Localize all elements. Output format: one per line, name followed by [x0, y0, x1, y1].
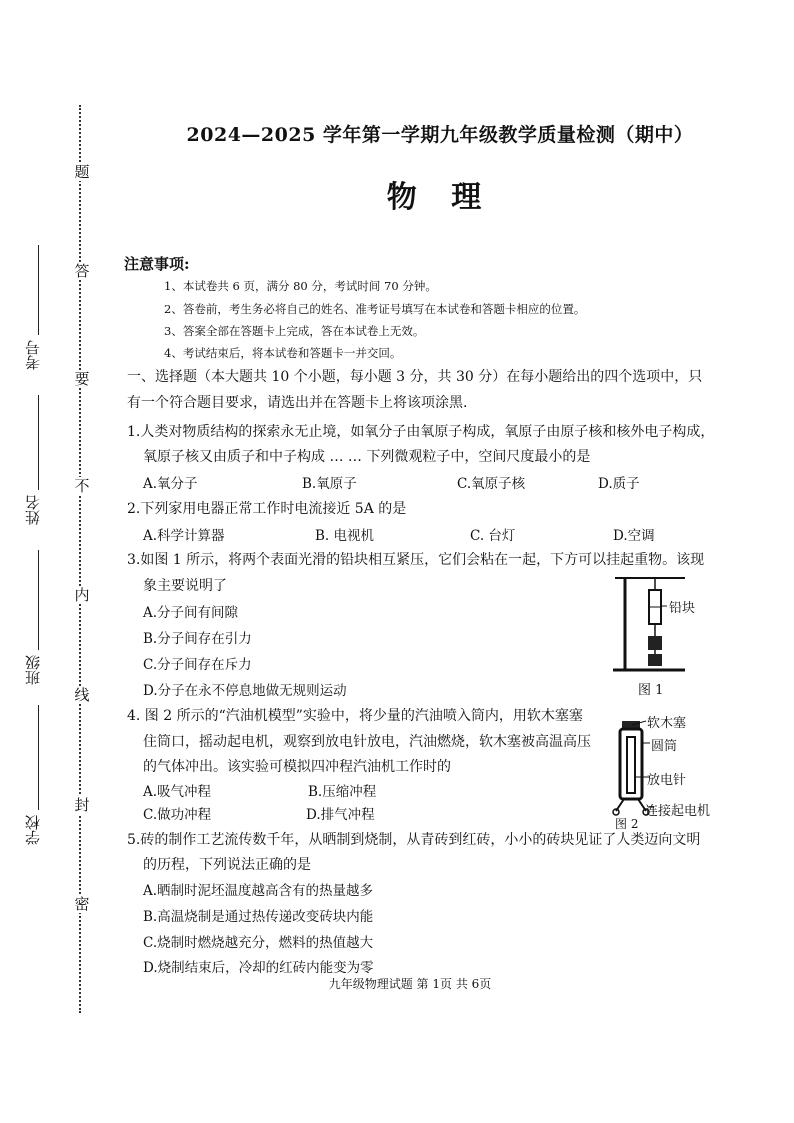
question-5-text: 的历程，下列说法正确的是 [143, 857, 311, 873]
question-3-text: 象主要说明了 [143, 578, 227, 594]
q4-option-d[interactable]: D.排气冲程 [306, 807, 375, 823]
seal-char: 封 [72, 796, 92, 814]
figure-1-label-lead-block: 铅块 [669, 601, 696, 616]
q5-option-c[interactable]: C.烧制时燃烧越充分，燃料的热值越大 [143, 935, 374, 951]
q4-option-b[interactable]: B.压缩冲程 [308, 784, 377, 800]
q3-option-c[interactable]: C.分子间存在斥力 [143, 657, 252, 673]
school-line[interactable] [38, 705, 39, 810]
notice-item: 3、答案全部在答题卡上完成，答在本试卷上无效。 [164, 324, 425, 338]
q1-option-d[interactable]: D.质子 [598, 476, 640, 492]
figure-2-label-discharge-needle: 放电针 [647, 773, 687, 788]
seal-char: 答 [72, 262, 92, 280]
q2-option-b[interactable]: B. 电视机 [315, 528, 375, 544]
seal-char: 不 [72, 477, 92, 495]
question-2-text: 2.下列家用电器正常工作时电流接近 5A 的是 [127, 501, 407, 517]
subject-title: 物 理 [386, 180, 494, 215]
q5-option-a[interactable]: A.晒制时泥坯温度越高含有的热量越多 [143, 883, 374, 899]
figure-2-label-generator: 连接起电机 [645, 804, 711, 819]
figure-1-lead-blocks [605, 570, 695, 680]
section-instructions: 有一个符合题目要求，请选出并在答题卡上将该项涂黑. [127, 395, 468, 411]
q3-option-b[interactable]: B.分子间存在引力 [143, 631, 252, 647]
question-3-text: 3.如图 1 所示，将两个表面光滑的铅块相互紧压，它们会粘在一起，下方可以挂起重物。该现 [127, 552, 705, 568]
q2-option-d[interactable]: D.空调 [613, 528, 655, 544]
question-5-text: 5.砖的制作工艺流传数千年，从晒制到烧制，从青砖到红砖，小小的砖块见证了人类迈向文明 [127, 832, 701, 848]
seal-char: 密 [72, 895, 92, 913]
notice-item: 1、本试卷共 6 页，满分 80 分，考试时间 70 分钟。 [164, 279, 437, 293]
question-4-text: 4. 图 2 所示的“汽油机模型”实验中，将少量的汽油喷入筒内，用软木塞塞 [127, 708, 583, 724]
notice-item: 4、考试结束后，将本试卷和答题卡一并交回。 [164, 346, 402, 360]
question-4-text: 住筒口，摇动起电机，观察到放电针放电，汽油燃烧，软木塞被高温高压 [143, 734, 591, 750]
section-instructions: 一、选择题（本大题共 10 个小题，每小题 3 分，共 30 分）在每小题给出的四个选项中，只 [127, 369, 703, 385]
notice-item: 2、答卷前，考生务必将自己的姓名、准考证号填写在本试卷和答题卡相应的位置。 [164, 302, 586, 316]
q4-option-c[interactable]: C.做功冲程 [143, 807, 212, 823]
notice-heading: 注意事项: [124, 255, 190, 273]
q4-option-a[interactable]: A.吸气冲程 [143, 784, 212, 800]
school-label: 学校 [24, 815, 42, 845]
seal-dotted-line [79, 105, 81, 1013]
name-label: 姓名 [24, 495, 42, 525]
figure-2-label-cork: 软木塞 [647, 716, 687, 731]
q3-option-d[interactable]: D.分子在永不停息地做无规则运动 [143, 683, 347, 699]
exam-number-line[interactable] [38, 245, 39, 335]
seal-char: 要 [72, 370, 92, 388]
seal-char: 线 [72, 686, 92, 704]
q3-option-a[interactable]: A.分子间有间隙 [143, 605, 239, 621]
q1-option-a[interactable]: A.氧分子 [143, 476, 198, 492]
q5-option-b[interactable]: B.高温烧制是通过热传递改变砖块内能 [143, 909, 374, 925]
figure-1-caption: 图 1 [638, 683, 664, 698]
q1-option-c[interactable]: C.氧原子核 [457, 476, 526, 492]
exam-title: 2024—2025 学年第一学期九年级教学质量检测（期中） [186, 124, 694, 146]
seal-char: 题 [72, 163, 92, 181]
q2-option-a[interactable]: A.科学计算器 [143, 528, 225, 544]
page-footer: 九年级物理试题 第 1页 共 6页 [328, 977, 492, 991]
question-1-text: 氧原子核又由质子和中子构成 … … 下列微观粒子中，空间尺度最小的是 [143, 449, 591, 465]
class-label: 班级 [24, 655, 42, 685]
class-line[interactable] [38, 550, 39, 650]
q5-option-d[interactable]: D.烧制结束后，冷却的红砖内能变为零 [143, 960, 374, 976]
question-4-text: 的气体冲出。该实验可模拟四冲程汽油机工作时的 [143, 759, 451, 775]
question-1-text: 1.人类对物质结构的探索永无止境，如氧分子由氧原子构成，氧原子由原子核和核外电子构成， [127, 424, 715, 440]
seal-char: 内 [72, 586, 92, 604]
q2-option-c[interactable]: C. 台灯 [470, 528, 516, 544]
exam-number-label: 考号 [24, 340, 42, 370]
q1-option-b[interactable]: B.氧原子 [302, 476, 357, 492]
figure-2-label-cylinder: 圆筒 [651, 739, 678, 754]
figure-2-caption: 图 2 [615, 817, 639, 831]
name-line[interactable] [38, 395, 39, 490]
